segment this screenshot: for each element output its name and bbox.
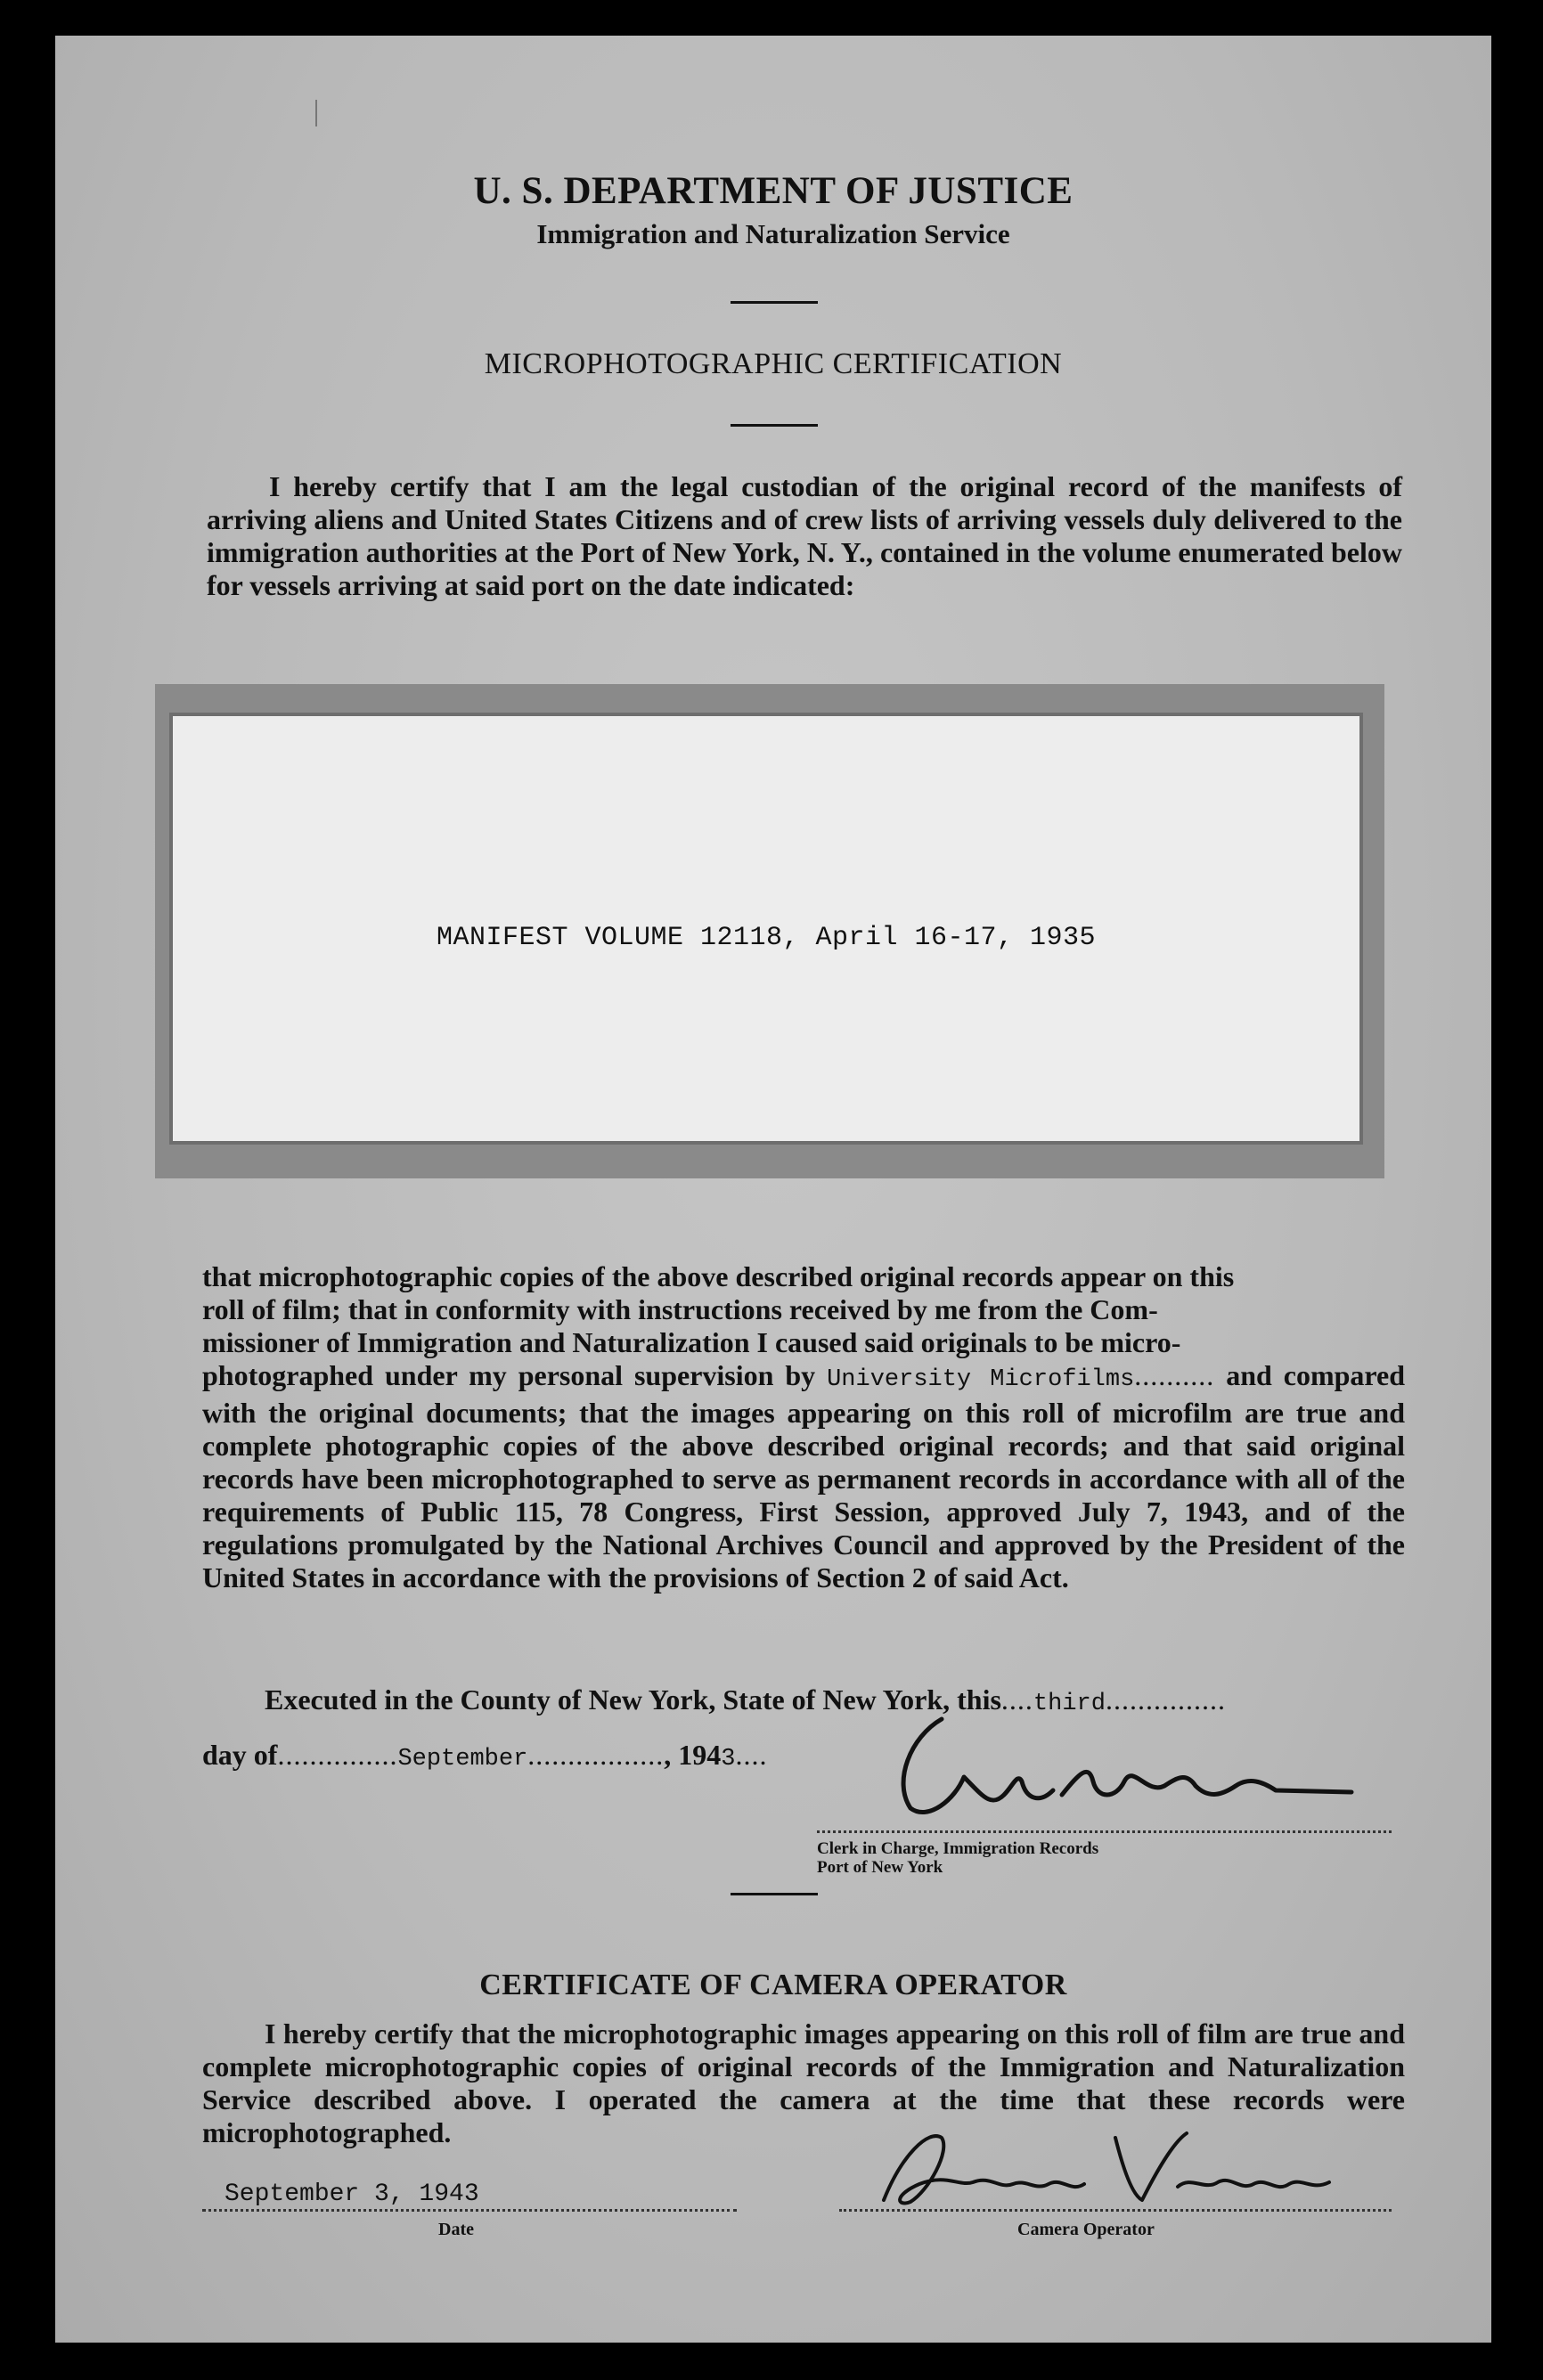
execution-day: third (1033, 1691, 1106, 1717)
body-paragraph (202, 1260, 1405, 1594)
clerk-title-text: Clerk in Charge, Immigration Records (817, 1839, 1099, 1858)
department-title: U. S. DEPARTMENT OF JUSTICE (473, 170, 1074, 212)
fill-dots: .... (1000, 1683, 1033, 1716)
fill-dots: ................. (527, 1739, 665, 1771)
supervisor-value: University Microfilms (827, 1366, 1135, 1393)
body-line: that microphotographic copies of the above described original records appear on this (202, 1260, 1235, 1292)
manifest-volume-text: MANIFEST VOLUME 12118, April 16-17, 1935 (436, 923, 1097, 953)
certification-title: MICROPHOTOGRAPHIC CERTIFICATION (484, 347, 1063, 380)
body-line: missioner of Immigration and Naturalization I caused said originals to be micro- (202, 1326, 1181, 1358)
date-value: September 3, 1943 (225, 2180, 479, 2208)
day-of-label: day of (202, 1739, 278, 1771)
camera-paragraph: I hereby certify that the microphotographic images appearing on this roll of film are true and complete microphotographic copies of original records of the Immigration and Naturalization Service described above. I operated the camera at the time that these records were microphotographed. (202, 2017, 1405, 2148)
execution-prefix: Executed in the County of New York, State of New York, this (265, 1683, 1001, 1716)
date-label: Date (438, 2220, 474, 2239)
service-subtitle: Immigration and Naturalization Service (536, 218, 1010, 249)
divider-rule (731, 1893, 818, 1895)
year-digit: 3 (721, 1746, 736, 1773)
body-line: roll of film; that in conformity with instructions received by me from the Com- (202, 1293, 1158, 1325)
manifest-insert (169, 713, 1363, 1145)
camera-operator-title: CERTIFICATE OF CAMERA OPERATOR (479, 1968, 1067, 2001)
clerk-port-text: Port of New York (817, 1858, 943, 1877)
supervision-prefix: photographed under my personal supervision by (202, 1359, 816, 1391)
divider-rule (731, 424, 818, 427)
fill-dots: ............... (1105, 1683, 1226, 1716)
certificate-page (55, 36, 1491, 2343)
fill-dots: ............... (277, 1739, 398, 1771)
clerk-signature (857, 1710, 1356, 1826)
execution-month: September (397, 1746, 528, 1773)
fill-dots: .......... (1134, 1359, 1215, 1391)
scan-mark (315, 100, 317, 126)
operator-signature (857, 2120, 1338, 2218)
clerk-title (817, 1839, 1098, 1877)
intro-paragraph: I hereby certify that I am the legal custodian of the original record of the manifests of arriving aliens and United States Citizens and of crew lists of arriving vessels duly delivered to the immigration authorities at the Port of New York, N. Y., contained in the volume enumerated below for vessels arriving at said port on the date indicated: (207, 470, 1402, 601)
operator-label: Camera Operator (1017, 2220, 1155, 2239)
body-rest: and compared with the original documents; that the images appearing on this roll of microfilm are true and complete photographic copies of the above described original records; and that said original records have been microphotographed to serve as permanent records in accordance with all of the requirements of Public 115, 78 Congress, First Session, approved July 7, 1943, and of the regulations promulgated by the National Archives Council and approved by the President of the United States in accordance with the provisions of Section 2 of said Act. (202, 1359, 1406, 1593)
fill-dots: .... (735, 1739, 768, 1771)
year-prefix: , 194 (664, 1739, 722, 1771)
day-of-line (202, 1739, 767, 1773)
divider-rule (731, 301, 818, 304)
